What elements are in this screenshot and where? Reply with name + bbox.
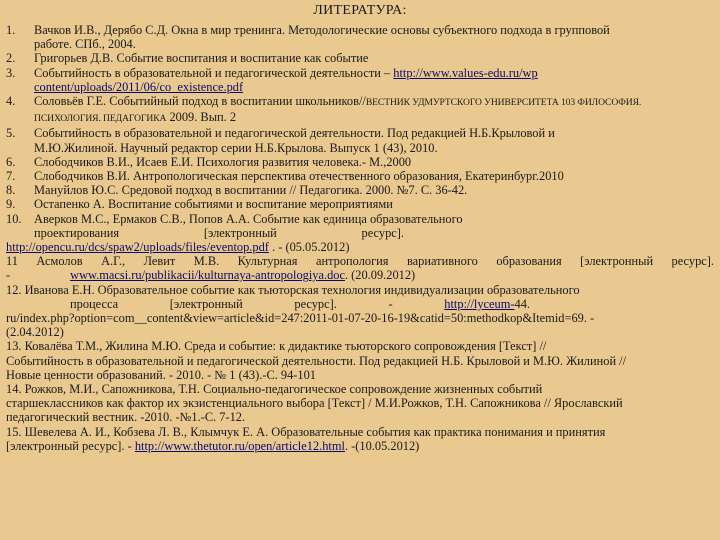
item-number: 1. [6, 23, 16, 37]
item-text: ru/index.php?option=com__content&view=article&id=247:2011-01-07-20-16-19&catid=50:methodkop&Itemid=69. - [6, 311, 595, 326]
item-number: 9. [6, 197, 16, 212]
list-item [6, 254, 714, 282]
item-text: Событийность в образовательной и педагогической деятельности. Под редакцией Н.Б. Крыловой и М.Ю. Жилиной // [6, 353, 627, 368]
item-text: 13. Ковалёва Т.М., Жилина М.Ю. Среда и событие: к дидактике тьюторского сопровождения [Текст] // [6, 339, 547, 354]
item-text: проектирования [34, 225, 120, 240]
reference-link[interactable]: http://opencu.ru/dcs/spaw2/uploads/files/eventop.pdf [6, 240, 269, 255]
item-text: Остапенко А. Воспитание событиями и воспитание мероприятиями [34, 197, 393, 212]
list-item [6, 94, 714, 126]
list-item [6, 51, 714, 65]
item-text: [электронный [203, 225, 277, 240]
list-item [6, 283, 714, 340]
list-item [6, 126, 714, 154]
item-text: . (20.09.2012) [344, 268, 416, 283]
list-item [6, 197, 714, 211]
item-text: старшеклассников как фактор их экзистенциального выбора [Текст] / М.И.Рожков, Т.Н. Сапожникова // Ярославский [6, 396, 623, 411]
item-text: 2009. Вып. 2 [166, 110, 237, 125]
item-text: Слободчиков В.И., Исаев Е.И. Психология развития человека.- М.,2000 [34, 154, 412, 169]
reference-link[interactable]: http://www.thetutor.ru/open/article12.html [134, 438, 345, 453]
item-number: 5. [6, 126, 16, 141]
item-text: . - (05.05.2012) [268, 240, 350, 255]
item-text: Мануйлов Ю.С. Средовой подход в воспитании // Педагогика. 2000. №7. С. 36-42. [34, 183, 468, 198]
reference-link[interactable]: www.macsi.ru/publikacii/kulturnaya-antropologiya.doc [70, 268, 345, 283]
list-item [6, 155, 714, 169]
list-item [6, 382, 714, 425]
item-number: 3. [6, 65, 16, 80]
list-item [6, 66, 714, 94]
item-text: Григорьев Д.В. Событие воспитания и воспитание как событие [34, 51, 369, 66]
reference-list [6, 23, 714, 453]
item-number: 7. [6, 169, 16, 184]
journal-name: ВЕСТНИК УДМУРТСКОГО УНИВЕРСИТЕТА 103 ФИЛОСОФИЯ. [365, 97, 642, 109]
item-text: Событийность в образовательной и педагогической деятельности. Под редакцией Н.Б.Крыловой и [34, 126, 555, 141]
item-number: 8. [6, 183, 16, 198]
item-text: ресурс]. [294, 296, 337, 311]
item-number: 10. [6, 211, 22, 226]
item-text: [электронный ресурс]. - [6, 438, 135, 453]
item-text: 44. [514, 296, 530, 311]
item-text: процесса [70, 296, 119, 311]
item-text: Слободчиков В.И. Антропологическая перспектива отечественного образования, Екатеринбург.2010 [34, 169, 564, 184]
item-text: 11 Асмолов А.Г., Левит М.В. Культурная антропология вариативного образования [электронный ресурс]. [6, 254, 714, 269]
item-text: работе. СПб., 2004. [34, 37, 136, 52]
list-item [6, 23, 714, 51]
item-number: 4. [6, 94, 16, 109]
item-text: [электронный [169, 296, 243, 311]
page-title: ЛИТЕРАТУРА: [313, 3, 407, 18]
item-text: Вачков И.В., Дерябо С.Д. Окна в мир тренинга. Методологические основы субъектного подхода в групповой [34, 23, 610, 37]
item-text: Событийность в образовательной и педагогической деятельности – [34, 65, 394, 80]
item-number: 2. [6, 51, 16, 66]
item-text: (2.04.2012) [6, 325, 64, 340]
item-text: 15. Шевелева А. И., Кобзева Л. В., Клымчук Е. А. Образовательные события как практика понимания и принятия [6, 424, 606, 439]
item-text: М.Ю.Жилиной. Научный редактор серии Н.Б.Крылова. Выпуск 1 (43), 2010. [34, 140, 438, 155]
item-text: 12. Иванова Е.Н. Образовательное событие как тьюторская технология индивидуализации образовательного [6, 282, 580, 297]
list-item [6, 169, 714, 183]
list-item [6, 339, 714, 382]
reference-link[interactable]: http://www.values-edu.ru/wp [393, 65, 538, 80]
list-item [6, 183, 714, 197]
list-item [6, 212, 714, 240]
reference-link[interactable]: http://lyceum- [444, 296, 515, 311]
list-item [6, 425, 714, 453]
reference-link[interactable]: content/uploads/2011/06/co_existence.pdf [34, 79, 244, 94]
item-text: 14. Рожков, М.И., Сапожникова, Т.Н. Социально-педагогическое сопровождение жизненных событий [6, 382, 543, 397]
journal-name: ПСИХОЛОГИЯ. ПЕДАГОГИКА [34, 113, 167, 125]
item-text: - [388, 296, 393, 311]
item-text: Соловьёв Г.Е. Событийный подход в воспитании школьников// [34, 94, 366, 109]
item-text: . -(10.05.2012) [344, 438, 420, 453]
item-text: педагогический вестник. -2010. -№1.-С. 7-12. [6, 410, 246, 425]
item-text: Новые ценности образований. - 2010. - № 1 (43).-С. 94-101 [6, 367, 317, 382]
item-text: ресурс]. [361, 225, 404, 240]
item-number: 6. [6, 154, 16, 169]
list-item [6, 240, 714, 254]
item-text: Аверков М.С., Ермаков С.В., Попов А.А. Событие как единица образовательного [34, 211, 463, 226]
item-text: - [6, 268, 11, 283]
